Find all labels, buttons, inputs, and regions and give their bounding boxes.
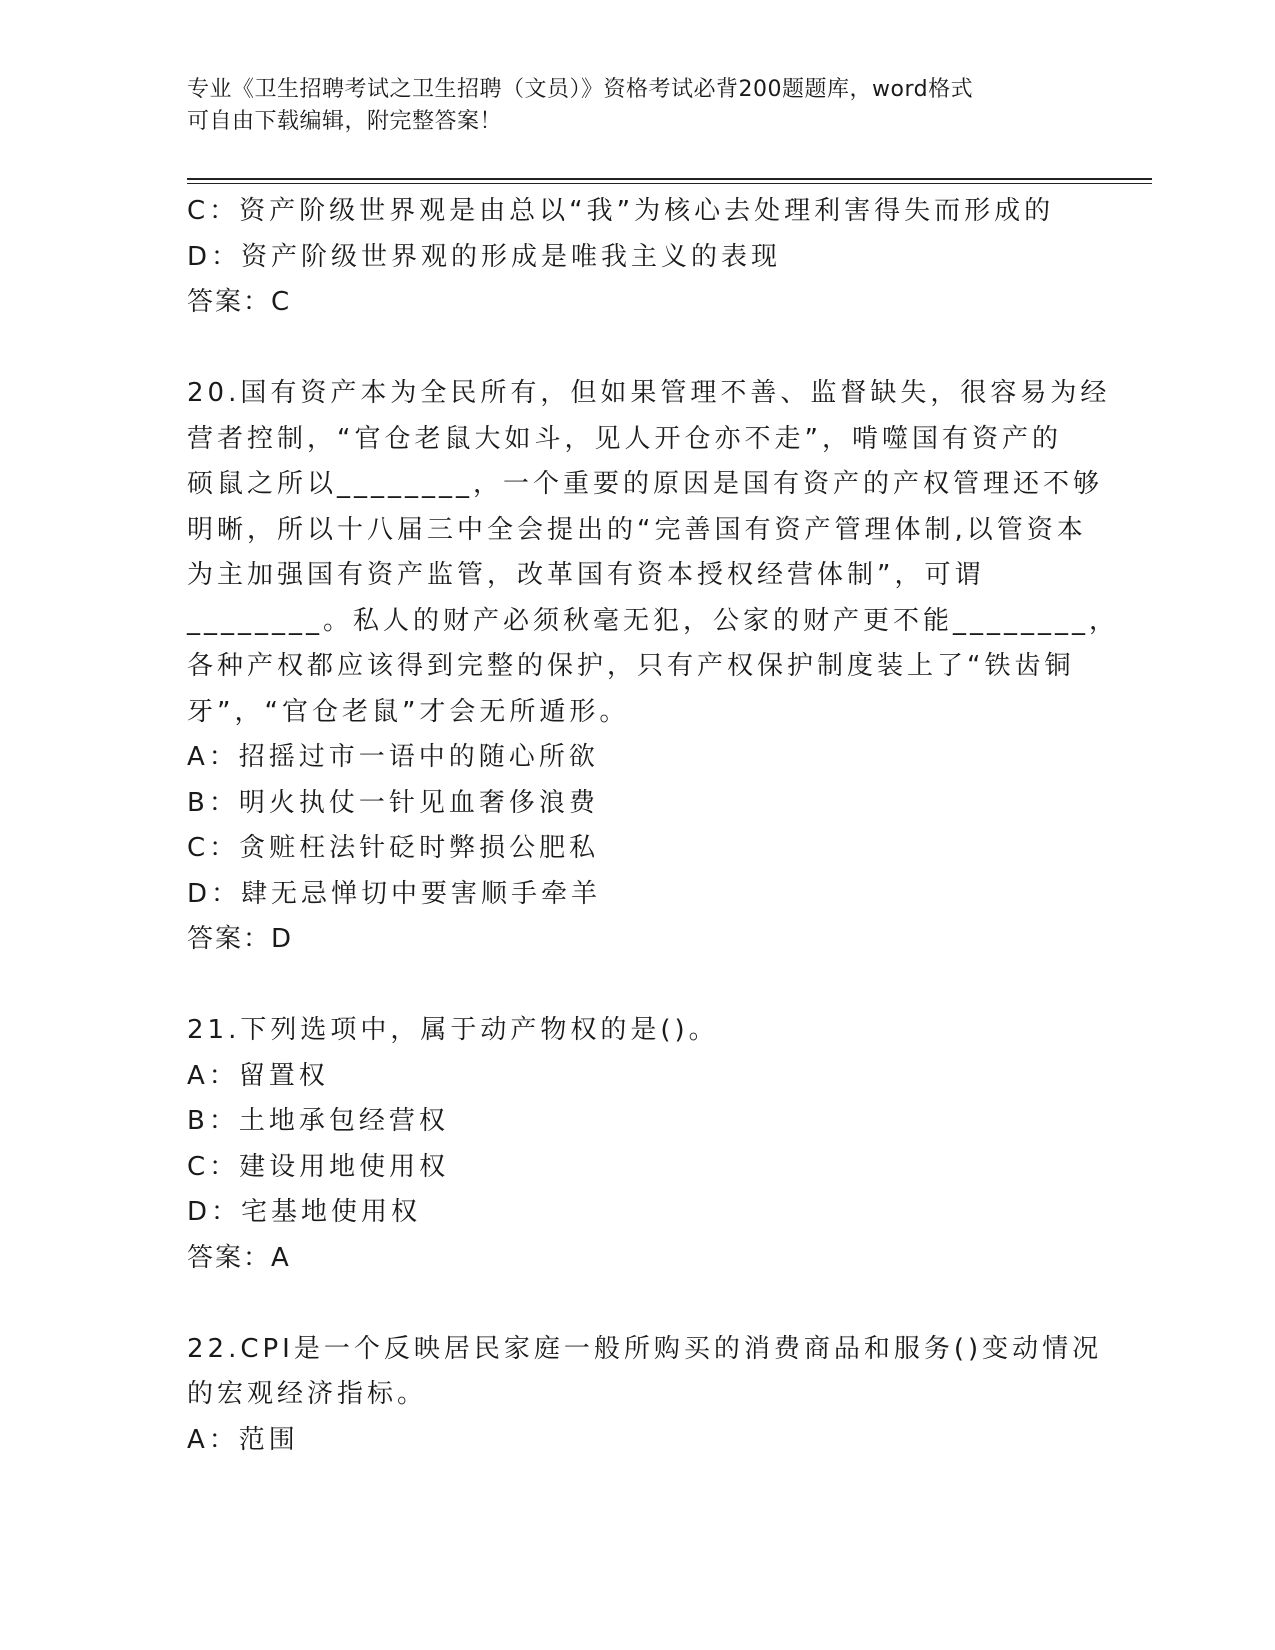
header-divider-thin bbox=[187, 183, 1152, 184]
spacer bbox=[187, 1281, 1087, 1327]
q20-stem-line: 营者控制，“官仓老鼠大如斗，见人开仓亦不走”，啃噬国有资产的 bbox=[187, 423, 1062, 454]
q22-stem-line: 22.CPI是一个反映居民家庭一般所购买的消费商品和服务()变动情况 bbox=[187, 1333, 1103, 1364]
q20-stem-line: 各种产权都应该得到完整的保护，只有产权保护制度装上了“铁齿铜 bbox=[187, 651, 1075, 681]
q19-option-d: D：资产阶级世界观的形成是唯我主义的表现 bbox=[187, 241, 782, 272]
q20-option-c: C：贪赃枉法针砭时弊损公肥私 bbox=[187, 833, 600, 863]
q21-option-b: B：土地承包经营权 bbox=[187, 1106, 449, 1136]
q20-stem-line: 20.国有资产本为全民所有，但如果管理不善、监督缺失，很容易为经 bbox=[187, 378, 1111, 408]
question-content bbox=[187, 189, 1120, 1463]
document-header bbox=[187, 74, 1067, 138]
spacer bbox=[187, 326, 1087, 372]
q21-stem-line: 21.下列选项中，属于动产物权的是()。 bbox=[187, 1015, 719, 1045]
q20-stem-line: ________。私人的财产必须秋毫无犯，公家的财产更不能________， bbox=[187, 605, 1120, 636]
q21-answer: 答案：A bbox=[187, 1242, 291, 1273]
q21-option-c: C：建设用地使用权 bbox=[187, 1151, 450, 1182]
header-divider-thick bbox=[187, 178, 1152, 180]
q20-option-d: D：肆无忌惮切中要害顺手牵羊 bbox=[187, 878, 602, 909]
header-line-2: 可自由下载编辑，附完整答案！ bbox=[187, 109, 503, 134]
q20-option-a: A：招摇过市一语中的随心所欲 bbox=[187, 742, 599, 772]
q21-option-d: D：宅基地使用权 bbox=[187, 1197, 422, 1227]
q21-option-a: A：留置权 bbox=[187, 1060, 329, 1091]
spacer bbox=[187, 963, 1087, 1009]
q20-stem-line: 硕鼠之所以________，一个重要的原因是国有资产的产权管理还不够 bbox=[187, 469, 1104, 499]
header-line-1: 专业《卫生招聘考试之卫生招聘（文员）》资格考试必背200题题库，word格式 bbox=[187, 77, 974, 102]
q19-option-c: C：资产阶级世界观是由总以“我”为核心去处理利害得失而形成的 bbox=[187, 196, 1055, 226]
q20-stem-line: 牙”，“官仓老鼠”才会无所遁形。 bbox=[187, 696, 630, 727]
q22-stem-line: 的宏观经济指标。 bbox=[187, 1379, 428, 1409]
q20-answer: 答案：D bbox=[187, 924, 294, 954]
q20-stem-line: 明晰，所以十八届三中全会提出的“完善国有资产管理体制,以管资本 bbox=[187, 514, 1087, 545]
q19-answer: 答案：C bbox=[187, 287, 292, 317]
q22-option-a: A：范围 bbox=[187, 1424, 299, 1455]
q20-option-b: B：明火执仗一针见血奢侈浪费 bbox=[187, 787, 599, 818]
q20-stem-line: 为主加强国有资产监管，改革国有资本授权经营体制”，可谓 bbox=[187, 560, 985, 590]
